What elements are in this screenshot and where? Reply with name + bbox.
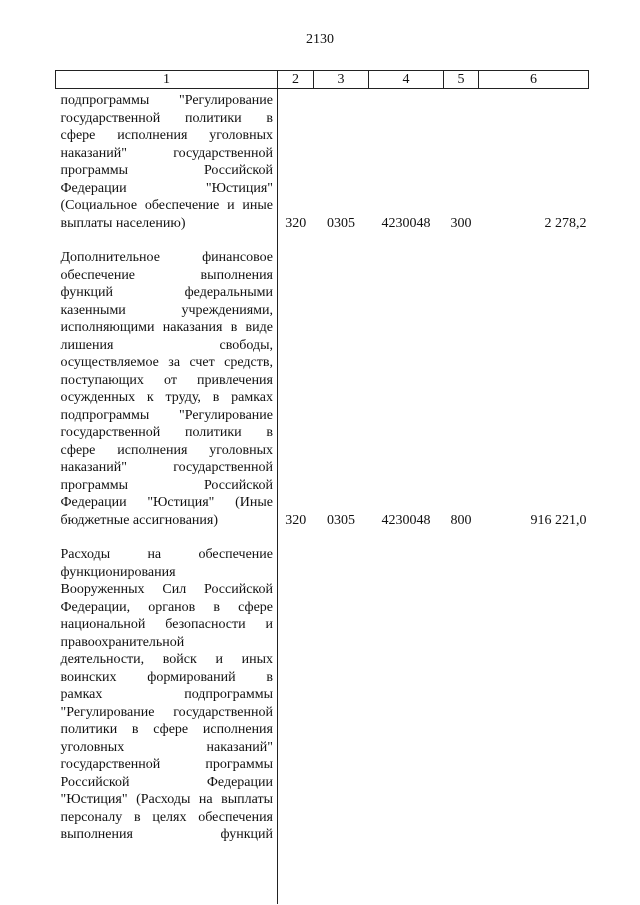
target-article-code: 4230048 — [381, 512, 431, 528]
description-line: Федерации, органов в сфере — [60, 599, 273, 615]
description-line: функционирования — [60, 564, 176, 580]
description-line: государственной политики в — [60, 110, 273, 126]
description-line: воинских формирований в — [60, 669, 273, 685]
description-line: Федерации "Юстиция" — [60, 180, 273, 196]
description-line: поступающих от привлечения — [60, 372, 273, 388]
target-article-code: 4230048 — [381, 215, 431, 231]
expense-type-code: 800 — [450, 512, 472, 528]
target-article-code — [369, 532, 444, 904]
section-code: 0305 — [327, 215, 355, 231]
expense-type-code: 300 — [450, 215, 472, 231]
description-line: персоналу в целях обеспечения — [60, 809, 273, 825]
description-line: обеспечение выполнения — [60, 267, 273, 283]
description-line: "Регулирование государственной — [60, 704, 273, 720]
description-line: функций федеральными — [60, 285, 273, 300]
description-line: "Юстиция" (Расходы на выплаты — [60, 792, 273, 807]
description-line: лишения свободы, — [60, 337, 273, 353]
description-line: исполняющими наказания в виде — [60, 320, 273, 335]
page-number: 2130 — [306, 32, 334, 47]
header-col-6: 6 — [479, 71, 589, 89]
header-col-5: 5 — [444, 71, 479, 89]
amount: 916 221,0 — [530, 512, 587, 528]
expense-type-code — [444, 532, 479, 904]
row-description — [56, 89, 278, 236]
description-line: осуществляемое за счет средств, — [60, 355, 273, 370]
description-line: казенными учреждениями, — [60, 302, 273, 318]
amount: 2 278,2 — [544, 215, 587, 231]
description-line: государственной программы — [60, 757, 273, 772]
description-line: Федерации "Юстиция" (Иные — [60, 495, 273, 510]
description-line: выплаты населению) — [60, 215, 186, 231]
header-col-3: 3 — [314, 71, 369, 89]
description-line: сфере исполнения уголовных — [60, 442, 273, 458]
header-col-2: 2 — [278, 71, 314, 89]
ministry-code: 320 — [285, 215, 307, 231]
description-line: подпрограммы "Регулирование — [60, 407, 273, 423]
description-line: уголовных наказаний" — [60, 739, 273, 755]
description-line: наказаний" государственной — [60, 145, 273, 161]
budget-table — [55, 70, 589, 904]
description-line: программы Российской — [60, 477, 273, 493]
description-line: наказаний" государственной — [60, 460, 273, 475]
amount — [479, 532, 589, 904]
section-code — [314, 532, 369, 904]
table-header — [56, 71, 589, 89]
description-line: деятельности, войск и иных — [60, 652, 273, 667]
description-line: выполнения функций — [60, 827, 273, 842]
section-code: 0305 — [327, 512, 355, 528]
description-line: государственной политики в — [60, 425, 273, 440]
header-col-4: 4 — [369, 71, 444, 89]
description-line: Российской Федерации — [60, 774, 273, 790]
description-line: национальной безопасности и — [60, 617, 273, 632]
row-description — [56, 235, 278, 532]
table-row — [56, 532, 589, 904]
description-line: осужденных к труду, в рамках — [60, 390, 273, 405]
description-line: (Социальное обеспечение и иные — [60, 198, 273, 213]
description-line: правоохранительной — [60, 634, 185, 650]
header-col-1: 1 — [56, 71, 278, 89]
table-row — [56, 235, 589, 532]
description-line: подпрограммы "Регулирование — [60, 93, 273, 108]
description-line: политики в сфере исполнения — [60, 722, 273, 737]
description-line: рамках подпрограммы — [60, 687, 273, 702]
description-line: Расходы на обеспечение — [60, 547, 273, 562]
description-line: Вооруженных Сил Российской — [60, 582, 273, 597]
description-line: бюджетные ассигнования) — [60, 512, 219, 528]
ministry-code — [278, 532, 314, 904]
description-line: сфере исполнения уголовных — [60, 128, 273, 143]
table-row — [56, 89, 589, 236]
description-line: программы Российской — [60, 163, 273, 178]
row-description — [56, 532, 278, 904]
description-line: Дополнительное финансовое — [60, 250, 273, 265]
ministry-code: 320 — [285, 512, 307, 528]
